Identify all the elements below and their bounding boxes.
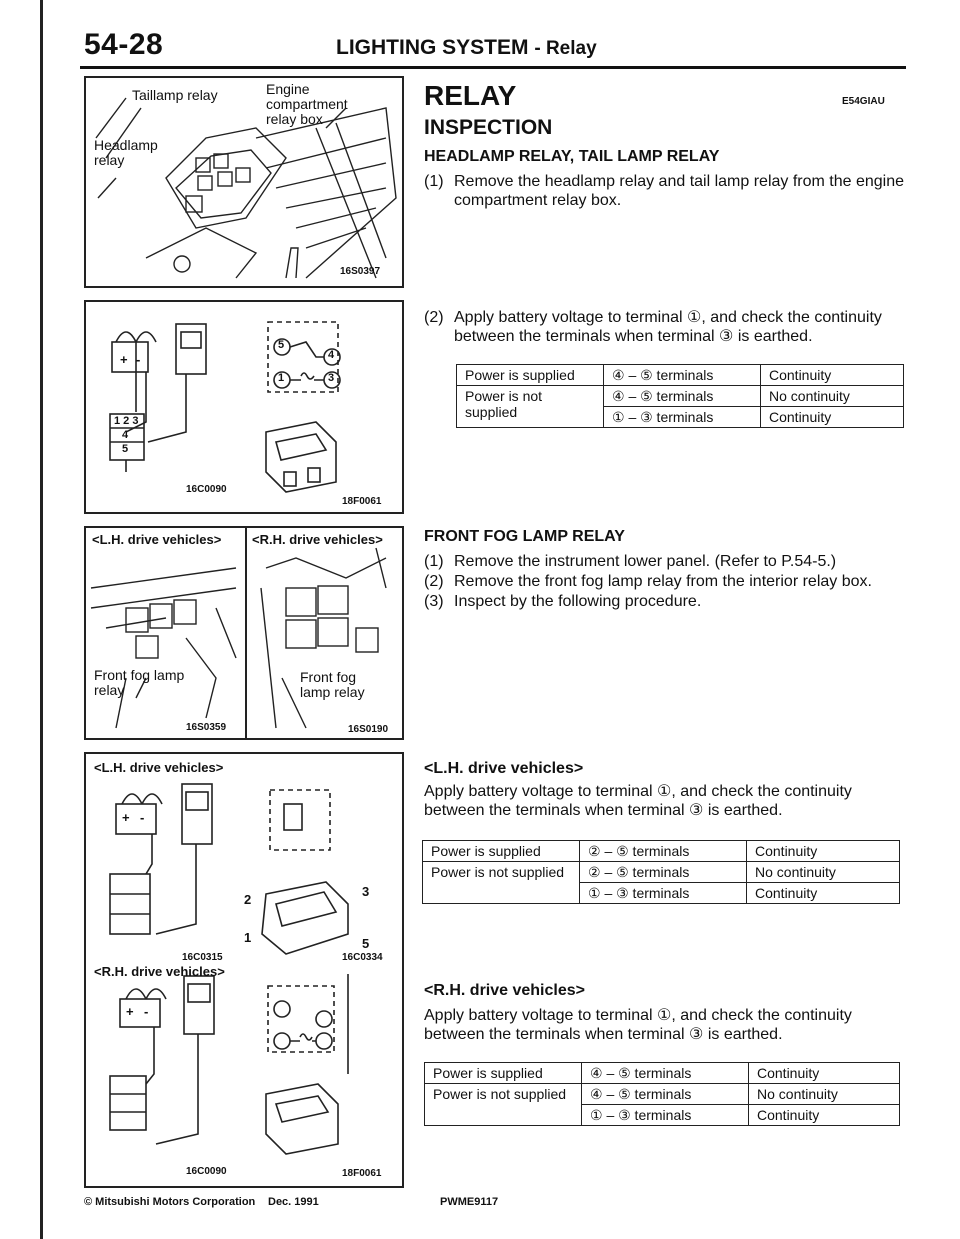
table-cell: ④ – ⑤ terminals (604, 365, 761, 386)
terminal-3-label: 3 (362, 884, 370, 899)
figure-relay-box-location (84, 76, 404, 288)
terminal-4-label: 4 (328, 349, 335, 361)
rh-instruction: Apply battery voltage to terminal ①, and check the continuity between the terminals when terminal ③ is earthed. (424, 1007, 852, 1043)
heading-lh-drive: <L.H. drive vehicles> (424, 760, 584, 777)
figure-code-d: 18F0061 (342, 1168, 382, 1179)
table-row (457, 365, 904, 386)
step-text: Remove the headlamp relay and tail lamp relay from the engine compartment relay box. (454, 173, 905, 209)
footer-copyright: © Mitsubishi Motors Corporation (84, 1196, 256, 1208)
table-cell: ① – ③ terminals (604, 407, 761, 428)
continuity-table-lh (422, 840, 900, 904)
footer-code: PWME9117 (440, 1196, 499, 1208)
step-2 (424, 308, 910, 346)
fog-relay-illustration (86, 528, 402, 738)
fog-step-2 (424, 572, 910, 591)
terminal-3-label: 3 (328, 372, 335, 384)
table-cell: Power is supplied (457, 365, 604, 386)
label-front-fog-relay-rh: Front fog lamp relay (300, 669, 365, 700)
step-number: (1) (424, 553, 444, 570)
label-engine-relay-box: Engine compartment relay box (266, 81, 348, 127)
step-number: (2) (424, 573, 444, 590)
battery-minus-rh: - (144, 1004, 149, 1019)
heading-headlamp-tail-relay: HEADLAMP RELAY, TAIL LAMP RELAY (424, 148, 720, 165)
fog-step-1 (424, 552, 910, 571)
figure-code-lh: 16S0359 (186, 722, 227, 733)
step-number: (1) (424, 173, 444, 190)
header-rule (80, 66, 906, 69)
continuity-table-headlamp (456, 364, 904, 428)
step-1 (424, 172, 910, 210)
table-cell: Continuity (749, 1105, 900, 1126)
table-cell: Power is not supplied (457, 386, 604, 428)
figure-code-c: 16C0090 (186, 1166, 227, 1177)
lh-instruction: Apply battery voltage to terminal ①, and check the continuity between the terminals when terminal ③ is earthed. (424, 783, 852, 819)
terminal-5-label: 5 (278, 339, 285, 351)
battery-plus-rh: + (126, 1004, 134, 1019)
label-rh-drive: <R.H. drive vehicles> (252, 532, 383, 547)
table-cell: Power is supplied (423, 841, 580, 862)
table-cell: No continuity (749, 1084, 900, 1105)
step-text: Inspect by the following procedure. (454, 593, 702, 610)
binding-margin-line (40, 0, 43, 1239)
table-cell: Power is not supplied (423, 862, 580, 904)
subsection-heading-inspection: INSPECTION (424, 116, 553, 139)
figure-code-rh: 16S0190 (348, 724, 389, 735)
label-rh-drive: <R.H. drive vehicles> (94, 964, 225, 979)
step-number: (3) (424, 593, 444, 610)
table-cell: No continuity (761, 386, 904, 407)
terminal-1-label: 1 (244, 930, 252, 945)
table-cell: ② – ⑤ terminals (580, 841, 747, 862)
table-row (457, 386, 904, 407)
table-cell: No continuity (747, 862, 900, 883)
figure-code: 16S0397 (340, 266, 381, 277)
terminal-2-label: 2 (244, 892, 252, 907)
table-cell: Continuity (747, 841, 900, 862)
table-cell: Power is supplied (425, 1063, 582, 1084)
battery-plus: + (120, 352, 128, 367)
table-row (423, 862, 900, 883)
table-row (425, 1084, 900, 1105)
label-lh-drive: <L.H. drive vehicles> (94, 760, 224, 775)
label-front-fog-relay-lh: Front fog lamp relay (94, 667, 185, 698)
figure-headlamp-relay-test (84, 300, 404, 514)
table-cell: Power is not supplied (425, 1084, 582, 1126)
figure-code-b: 16C0334 (342, 952, 383, 963)
step-text: Remove the instrument lower panel. (Refer to P.54-5.) (454, 553, 837, 570)
table-cell: ④ – ⑤ terminals (604, 386, 761, 407)
figure-code-a: 16C0090 (186, 484, 227, 495)
page-number: 54-28 (84, 28, 164, 61)
table-cell: ② – ⑤ terminals (580, 862, 747, 883)
terminal-1-label: 1 (278, 372, 285, 384)
step-number: (2) (424, 309, 444, 326)
step-text: Apply battery voltage to terminal ①, and check the continuity between the terminals when terminal ③ is earthed. (454, 309, 882, 345)
section-code: E54GIAU (842, 96, 885, 107)
label-lh-drive: <L.H. drive vehicles> (92, 532, 222, 547)
label-headlamp-relay: Headlamp relay (94, 137, 158, 168)
table-row (423, 841, 900, 862)
page-title (336, 36, 597, 60)
figure-code-a: 16C0315 (182, 952, 223, 963)
battery-minus: - (136, 352, 141, 367)
battery-plus-lh: + (122, 810, 130, 825)
section-heading-relay: RELAY (424, 80, 517, 111)
table-cell: ① – ③ terminals (580, 883, 747, 904)
battery-minus-lh: - (140, 810, 145, 825)
table-cell: Continuity (761, 365, 904, 386)
section-subtitle: - Relay (534, 38, 597, 59)
continuity-table-rh (424, 1062, 900, 1126)
figure-fog-relay-test (84, 752, 404, 1188)
terminal-5-label: 5 (362, 936, 370, 951)
label-taillamp-relay: Taillamp relay (132, 87, 218, 103)
heading-front-fog-relay: FRONT FOG LAMP RELAY (424, 528, 625, 545)
figure-code-b: 18F0061 (342, 496, 382, 507)
table-cell: ① – ③ terminals (582, 1105, 749, 1126)
table-cell: Continuity (747, 883, 900, 904)
table-cell: ④ – ⑤ terminals (582, 1063, 749, 1084)
table-cell: ④ – ⑤ terminals (582, 1084, 749, 1105)
footer-date: Dec. 1991 (268, 1196, 319, 1208)
fog-step-3 (424, 592, 910, 611)
figure-fog-relay-location (84, 526, 404, 740)
table-row (425, 1063, 900, 1084)
table-cell: Continuity (749, 1063, 900, 1084)
table-cell: Continuity (761, 407, 904, 428)
connector-row-1: 1 2 3 (114, 415, 139, 427)
section-title: LIGHTING SYSTEM (336, 36, 529, 59)
connector-row-2: 4 (122, 429, 129, 441)
heading-rh-drive: <R.H. drive vehicles> (424, 982, 585, 999)
connector-row-3: 5 (122, 443, 129, 455)
step-text: Remove the front fog lamp relay from the interior relay box. (454, 573, 872, 590)
test-circuit-diagram (86, 302, 402, 512)
